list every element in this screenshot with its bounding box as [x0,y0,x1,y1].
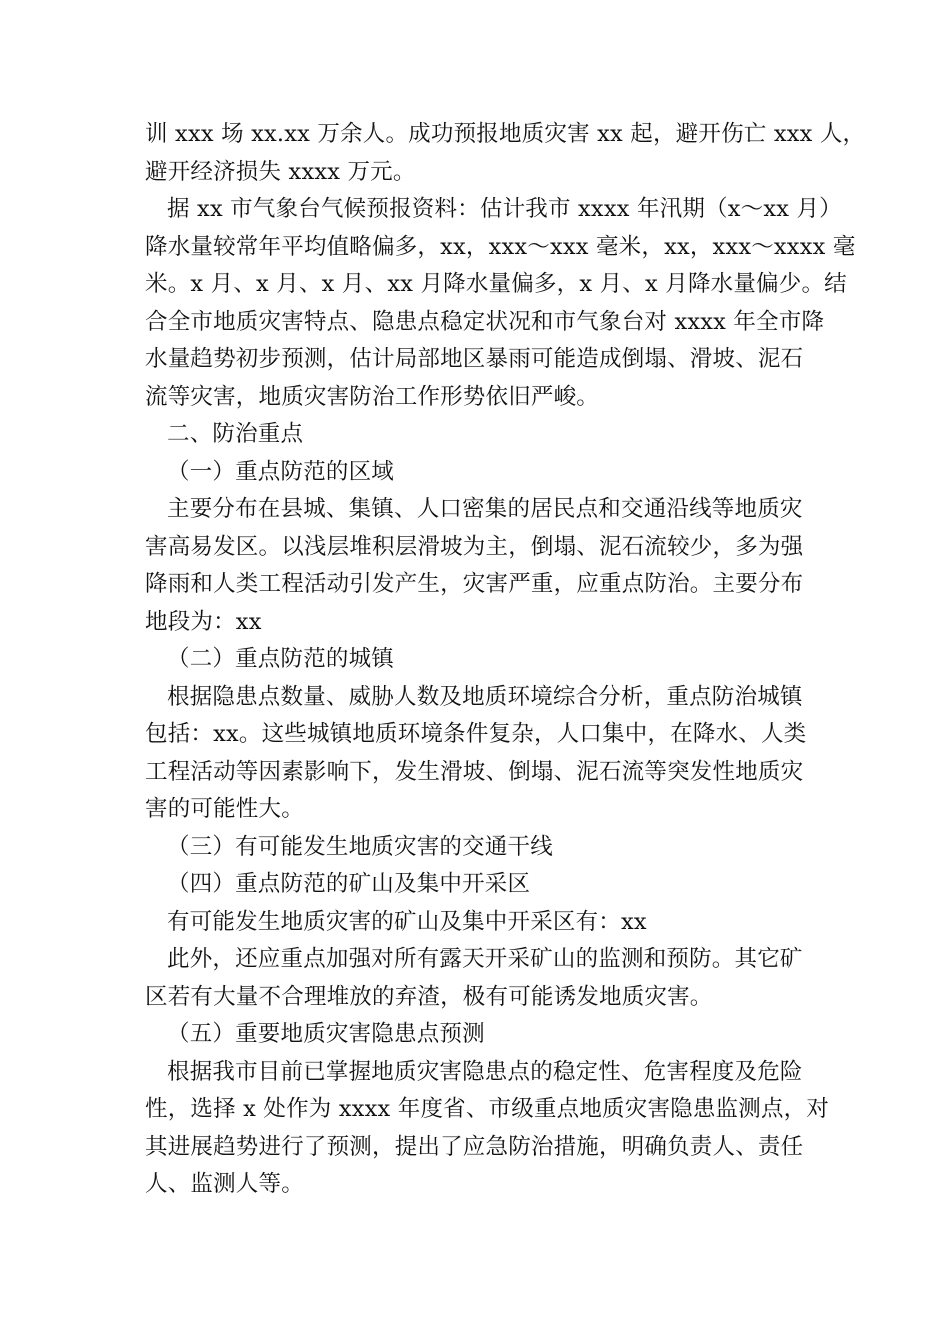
paragraph-line: 根据我市目前已掌握地质灾害隐患点的稳定性、危害程度及危险 [167,1058,803,1085]
paragraph-line: 训 xxx 场 xx.xx 万余人。成功预报地质灾害 xx 起，避开伤亡 xxx 人， [145,121,866,147]
paragraph-line: 水量趋势初步预测，估计局部地区暴雨可能造成倒塌、滑坡、泥石 [145,346,804,372]
paragraph-line: 区若有大量不合理堆放的弃渣，极有可能诱发地质灾害。 [145,983,713,1010]
paragraph-line: 主要分布在县城、集镇、人口密集的居民点和交通沿线等地质灾 [167,496,803,522]
document-body [145,116,866,1204]
paragraph-line: 有可能发生地质灾害的矿山及集中开采区有：xx [167,908,647,935]
paragraph-line: 工程活动等因素影响下，发生滑坡、倒塌、泥石流等突发性地质灾 [145,758,804,785]
paragraph-line: 性，选择 x 处作为 xxxx 年度省、市级重点地质灾害隐患监测点，对 [145,1096,830,1122]
subsection-heading: （二）重点防范的城镇 [167,646,395,672]
paragraph-line: 其进展趋势进行了预测，提出了应急防治措施，明确负责人、责任 [145,1133,804,1160]
section-heading: 二、防治重点 [167,421,304,447]
paragraph-line: 降雨和人类工程活动引发产生，灾害严重，应重点防治。主要分布 [145,571,804,597]
paragraph-line: 避开经济损失 xxxx 万元。 [145,158,416,185]
subsection-heading: （四）重点防范的矿山及集中开采区 [167,871,531,897]
paragraph-line: 人、监测人等。 [145,1171,304,1197]
paragraph-line: 据 xx 市气象台气候预报资料：估计我市 xxxx 年汛期（x～xx 月） [167,196,842,222]
paragraph-line: 米。x 月、x 月、x 月、xx 月降水量偏多，x 月、x 月降水量偏少。结 [145,271,847,297]
paragraph-line: 流等灾害，地质灾害防治工作形势依旧严峻。 [145,383,600,410]
subsection-heading: （五）重要地质灾害隐患点预测 [167,1021,485,1047]
paragraph-line: 包括：xx。这些城镇地质环境条件复杂，人口集中，在降水、人类 [145,721,807,747]
paragraph-line: 地段为：xx [145,608,262,635]
paragraph-line: 合全市地质灾害特点、隐患点稳定状况和市气象台对 xxxx 年全市降 [145,308,825,335]
paragraph-line: 害高易发区。以浅层堆积层滑坡为主，倒塌、泥石流较少，多为强 [145,533,804,560]
subsection-heading: （三）有可能发生地质灾害的交通干线 [167,833,553,860]
paragraph-line: 根据隐患点数量、威胁人数及地质环境综合分析，重点防治城镇 [167,683,803,710]
subsection-heading: （一）重点防范的区域 [167,458,395,485]
paragraph-line: 害的可能性大。 [145,796,304,822]
paragraph-line: 降水量较常年平均值略偏多，xx，xxx～xxx 毫米，xx，xxx～xxxx 毫 [145,233,856,260]
paragraph-line: 此外，还应重点加强对所有露天开采矿山的监测和预防。其它矿 [167,946,803,972]
